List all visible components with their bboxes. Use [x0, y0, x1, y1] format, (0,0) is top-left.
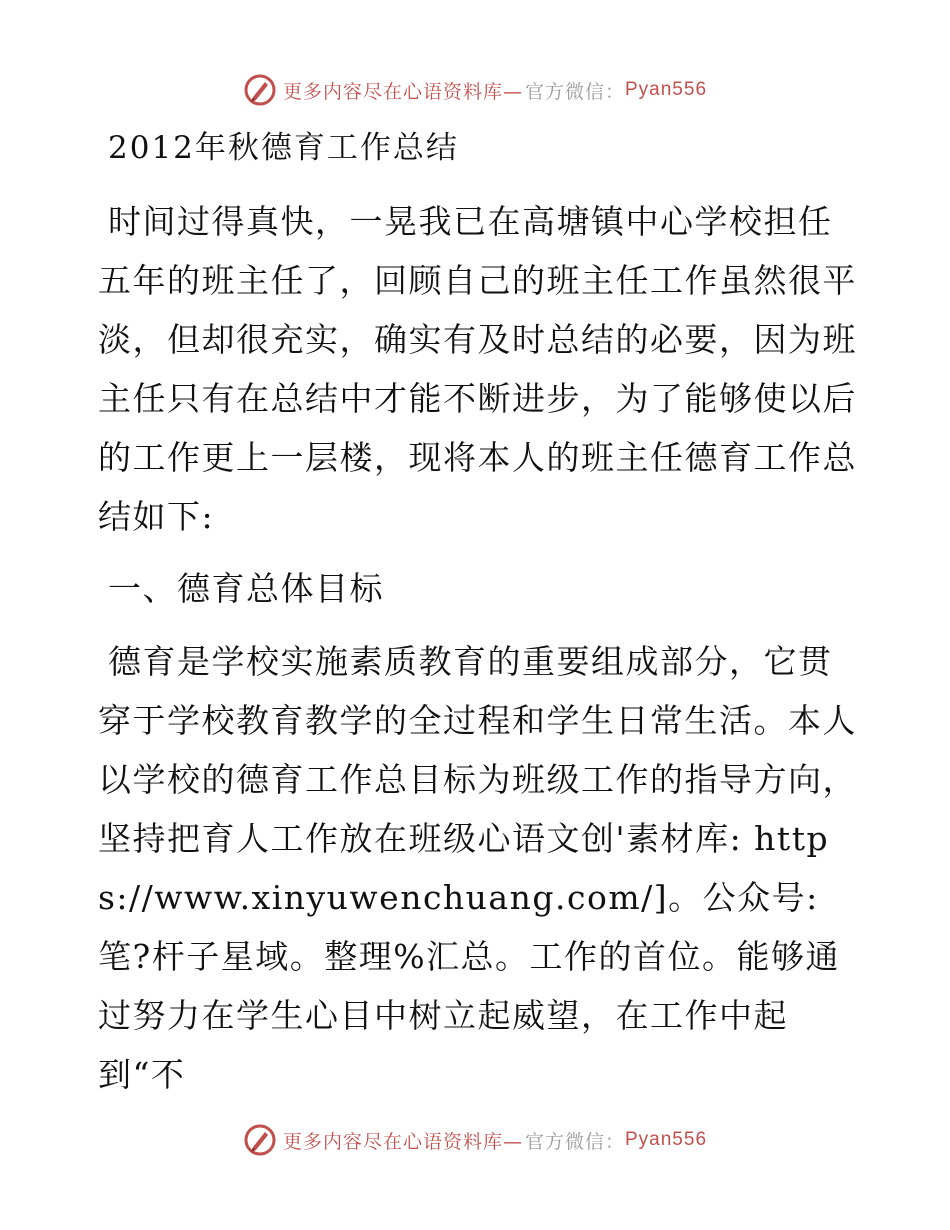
banner-wechat-id: Pyan556 — [625, 1129, 708, 1150]
section-heading-goals: 一、德育总体目标 — [108, 569, 384, 608]
pen-logo-icon — [243, 1123, 277, 1157]
paragraph-goals-first-line: 德育是学校实施素质教育的重要组成部分，它贯 — [108, 642, 833, 681]
paragraph-intro-first-line: 时间过得真快，一晃我已在高塘镇中心学校担任 — [108, 202, 833, 241]
banner-wechat-label: 官方微信： — [524, 80, 625, 103]
header-banner — [0, 70, 950, 110]
paragraph-intro — [98, 192, 858, 546]
paragraph-goals — [98, 632, 858, 1104]
paragraph-intro-rest: 五年的班主任了，回顾自己的班主任工作虽然很平淡，但却很充实，确实有及时总结的必要，因为班主任只有在总结中才能不断进步，为了能够使以后的工作更上一层楼，现将本人的班主任德育工作总结如下: — [98, 261, 857, 536]
paragraph-goals-rest: 穿于学校教育教学的全过程和学生日常生活。本人以学校的德育工作总目标为班级工作的指导方向，坚持把育人工作放在班级心语文创'素材库: https://www.xinyuwenchuang.com/]。公众号: 笔?杆子星域。整理%汇总。工作的首位。能够通过努力在学生心目中树立起威望，在工作中起到“不 — [98, 701, 857, 1094]
document-body — [98, 118, 858, 1104]
banner-wechat-id: Pyan556 — [625, 79, 708, 100]
pen-logo-icon — [243, 73, 277, 107]
banner-text: 更多内容尽在心语资料库— — [282, 1130, 523, 1153]
document-title: 2012年秋德育工作总结 — [108, 130, 459, 166]
footer-banner — [0, 1120, 950, 1160]
banner-text: 更多内容尽在心语资料库— — [282, 80, 523, 103]
banner-wechat-label: 官方微信： — [524, 1130, 625, 1153]
